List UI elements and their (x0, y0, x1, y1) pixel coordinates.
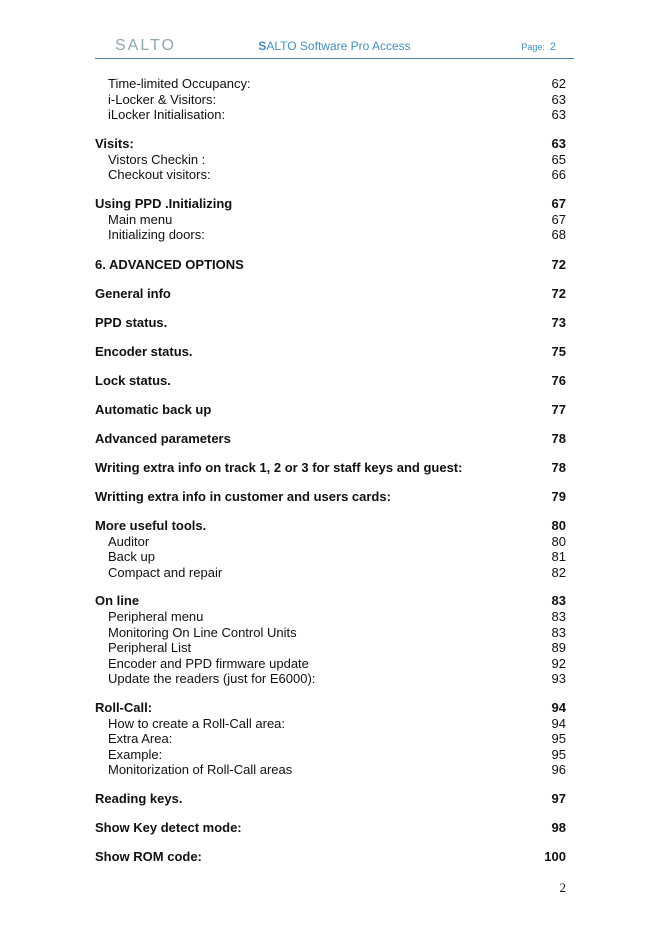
toc-entry-label: Extra Area: (108, 731, 173, 746)
toc-section-entry[interactable] (95, 819, 566, 836)
toc-entry-page: 77 (551, 401, 566, 417)
toc-entry-page: 97 (551, 790, 566, 806)
toc-entry-label: Encoder and PPD firmware update (108, 655, 309, 671)
toc-entry-page: 80 (551, 533, 566, 549)
toc-sub-entry[interactable] (95, 534, 566, 550)
toc-entry-label: Using PPD .Initializing (95, 195, 233, 211)
toc-entry-page: 89 (551, 640, 566, 655)
toc-section-entry[interactable] (95, 285, 566, 302)
toc-sub-entry[interactable] (95, 671, 566, 687)
toc-entry-label: Back up (108, 549, 155, 564)
toc-entry-label: Update the readers (just for E6000): (108, 671, 316, 686)
toc-entry-label: Time-limited Occupancy: (108, 76, 251, 91)
toc-entry-label: On line (95, 593, 140, 608)
toc-entry-page: 75 (551, 343, 566, 359)
toc-entry-page: 96 (551, 762, 566, 777)
toc-entry-label: PPD status. (95, 314, 168, 330)
toc-sub-entry[interactable] (95, 212, 566, 228)
toc-section-entry[interactable] (95, 459, 566, 476)
toc-sub-entry[interactable] (95, 731, 566, 747)
salto-logo: SALTO (115, 37, 176, 54)
toc-entry-label: General info (95, 285, 171, 301)
toc-entry-page: 63 (551, 135, 566, 151)
toc-entry-label: i-Locker & Visitors: (108, 91, 217, 107)
toc-sub-entry[interactable] (95, 92, 566, 108)
toc-entry-page: 68 (551, 227, 566, 242)
toc-entry-page: 95 (551, 731, 566, 746)
toc-entry-label: Lock status. (95, 372, 171, 388)
toc-section-entry[interactable] (95, 135, 566, 152)
toc-section-entry[interactable] (95, 517, 566, 534)
toc-entry-page: 100 (544, 848, 566, 864)
toc-entry-label: Initializing doors: (108, 227, 205, 242)
toc-entry-label: 6. ADVANCED OPTIONS (95, 256, 244, 272)
toc-sub-entry[interactable] (95, 107, 566, 123)
header-page-info (521, 41, 556, 53)
toc-entry-page: 76 (551, 372, 566, 388)
toc-section-entry[interactable] (95, 592, 566, 609)
toc-entry-page: 78 (551, 430, 566, 446)
toc-sub-entry[interactable] (95, 640, 566, 656)
toc-sub-entry[interactable] (95, 227, 566, 243)
toc-entry-page: 83 (551, 609, 566, 624)
toc-entry-page: 82 (551, 564, 566, 580)
toc-entry-label: Roll-Call: (95, 699, 153, 715)
toc-section-entry[interactable] (95, 401, 566, 418)
toc-entry-page: 66 (551, 167, 566, 182)
toc-entry-page: 92 (551, 655, 566, 671)
toc-sub-entry[interactable] (95, 152, 566, 168)
toc-entry-page: 98 (551, 819, 566, 835)
toc-entry-label: Peripheral List (108, 640, 192, 655)
toc-entry-page: 67 (551, 211, 566, 227)
toc-entry-page: 83 (551, 593, 566, 608)
header-page-label: Page: (521, 42, 545, 52)
toc-entry-page: 62 (551, 76, 566, 91)
toc-entry-label: Writting extra info in customer and users cards: (95, 488, 391, 504)
toc-entry-label: Vistors Checkin : (108, 151, 206, 167)
toc-sub-entry[interactable] (95, 549, 566, 565)
toc-section-entry[interactable] (95, 343, 566, 360)
table-of-contents (95, 76, 566, 865)
toc-entry-page: 94 (551, 715, 566, 731)
toc-entry-page: 72 (551, 285, 566, 301)
toc-section-entry[interactable] (95, 848, 566, 865)
header-title (95, 39, 574, 53)
toc-entry-label: Peripheral menu (108, 609, 204, 624)
toc-entry-page: 95 (551, 746, 566, 762)
toc-entry-label: Checkout visitors: (108, 167, 211, 182)
toc-sub-entry[interactable] (95, 167, 566, 183)
footer-page-number: 2 (559, 880, 566, 895)
toc-entry-label: More useful tools. (95, 517, 207, 533)
header-title-rest: ALTO Software Pro Access (266, 39, 411, 53)
toc-section-entry[interactable] (95, 314, 566, 331)
toc-entry-page: 72 (551, 256, 566, 272)
toc-section-entry[interactable] (95, 790, 566, 807)
toc-sub-entry[interactable] (95, 762, 566, 778)
toc-sub-entry[interactable] (95, 716, 566, 732)
toc-entry-page: 83 (551, 624, 566, 640)
toc-sub-entry[interactable] (95, 656, 566, 672)
toc-entry-label: Example: (108, 746, 163, 762)
toc-entry-page: 94 (551, 699, 566, 715)
toc-entry-label: iLocker Initialisation: (108, 107, 226, 122)
toc-sub-entry[interactable] (95, 747, 566, 763)
toc-entry-page: 93 (551, 671, 566, 686)
toc-entry-label: Advanced parameters (95, 430, 231, 446)
toc-section-entry[interactable] (95, 256, 566, 273)
toc-entry-page: 65 (551, 151, 566, 167)
toc-entry-label: Monitoring On Line Control Units (108, 624, 297, 640)
toc-entry-label: Compact and repair (108, 564, 223, 580)
toc-entry-label: Show ROM code: (95, 848, 202, 864)
toc-section-entry[interactable] (95, 372, 566, 389)
toc-entry-page: 73 (551, 314, 566, 330)
toc-entry-label: Auditor (108, 533, 150, 549)
toc-section-entry[interactable] (95, 699, 566, 716)
toc-section-entry[interactable] (95, 430, 566, 447)
toc-sub-entry[interactable] (95, 609, 566, 625)
toc-entry-label: Main menu (108, 211, 173, 227)
header-title-initial: S (258, 39, 267, 53)
toc-entry-label: Reading keys. (95, 790, 183, 806)
toc-entry-label: Monitorization of Roll-Call areas (108, 762, 293, 777)
toc-entry-page: 63 (551, 91, 566, 107)
toc-entry-label: Writing extra info on track 1, 2 or 3 for staff keys and guest: (95, 459, 463, 475)
page-header (95, 36, 574, 59)
toc-entry-label: Visits: (95, 135, 134, 151)
toc-entry-page: 81 (551, 549, 566, 564)
toc-section-entry[interactable] (95, 195, 566, 212)
toc-entry-page: 63 (551, 107, 566, 122)
header-page-number: 2 (549, 41, 556, 53)
toc-section-entry[interactable] (95, 488, 566, 505)
toc-entry-label: How to create a Roll-Call area: (108, 715, 286, 731)
toc-entry-label: Show Key detect mode: (95, 819, 242, 835)
toc-entry-label: Encoder status. (95, 343, 193, 359)
toc-entry-page: 78 (551, 459, 566, 475)
toc-sub-entry[interactable] (95, 565, 566, 581)
toc-entry-page: 67 (551, 195, 566, 211)
toc-entry-label: Automatic back up (95, 401, 212, 417)
toc-sub-entry[interactable] (95, 625, 566, 641)
toc-sub-entry[interactable] (95, 76, 566, 92)
toc-entry-page: 80 (551, 517, 566, 533)
toc-entry-page: 79 (551, 488, 566, 504)
